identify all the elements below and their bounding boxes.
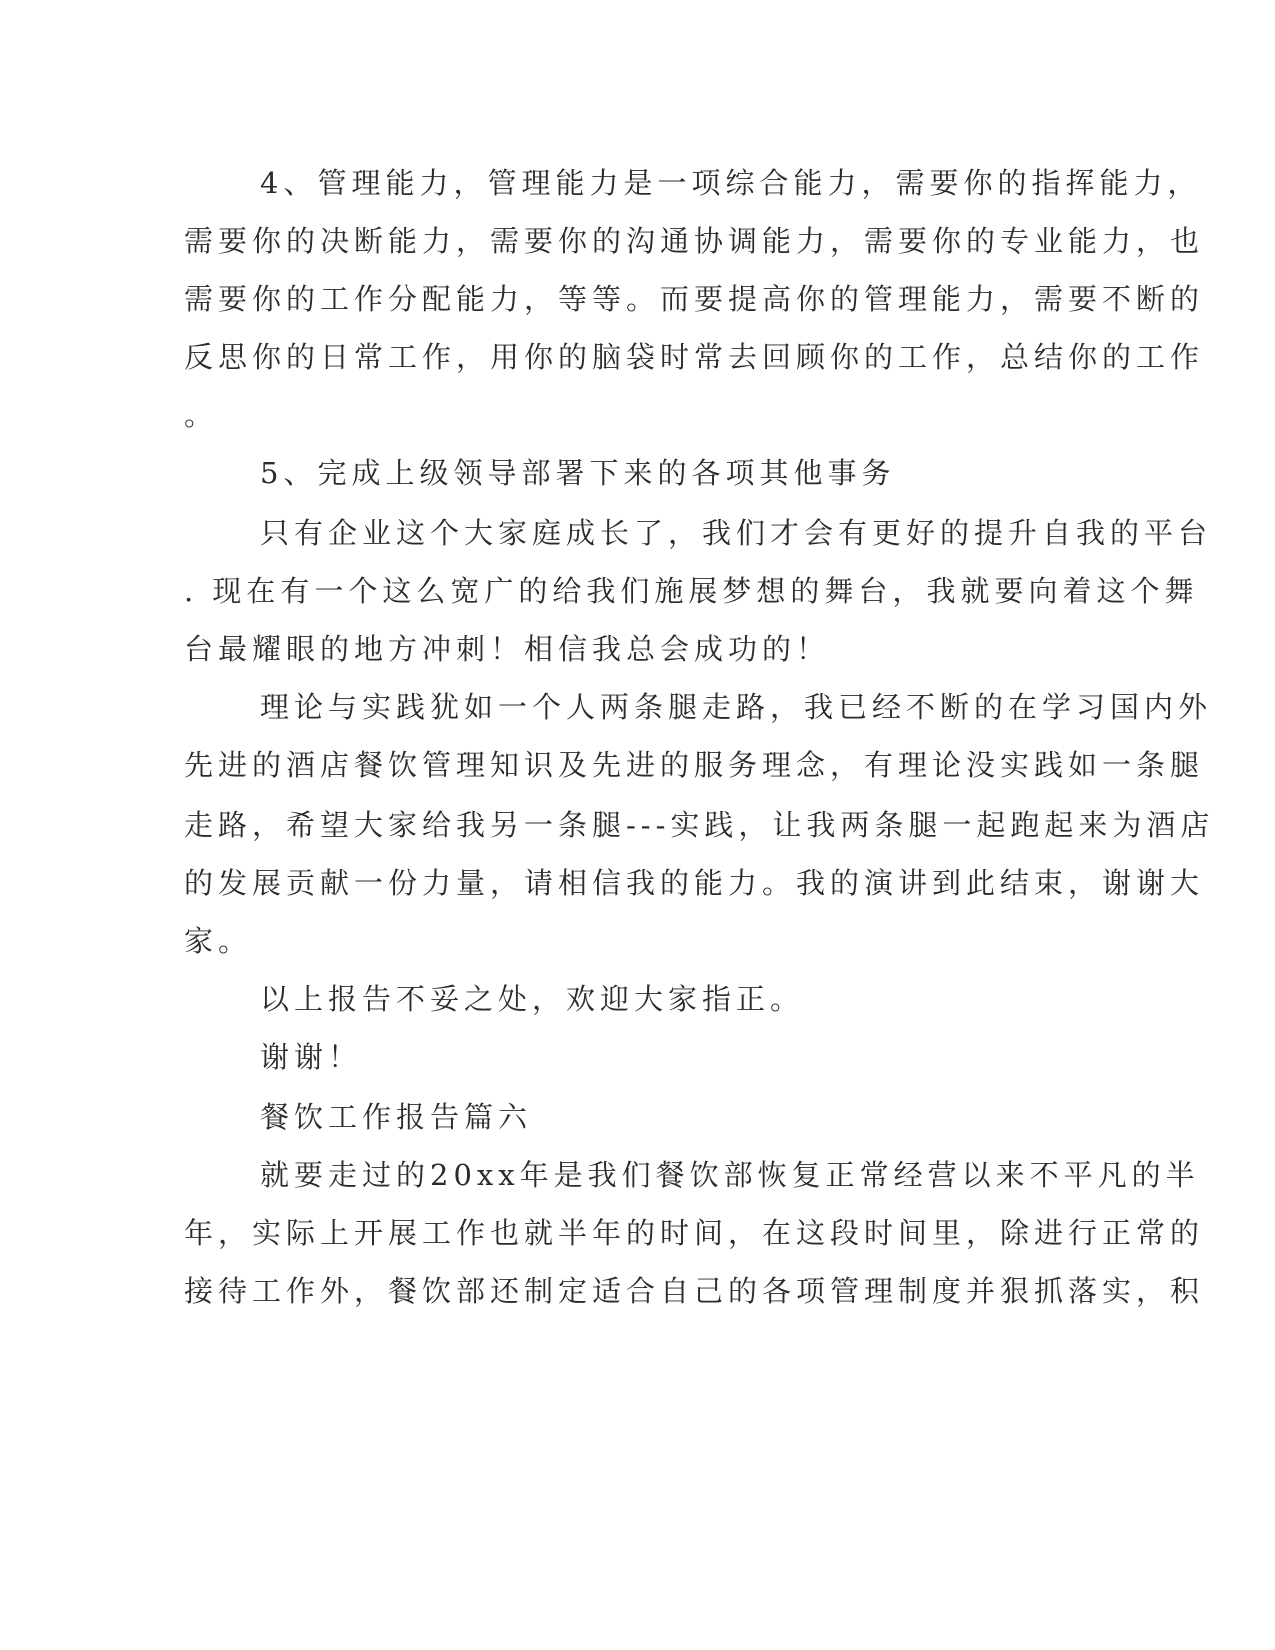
text-line: 接待工作外，餐饮部还制定适合自己的各项管理制度并狠抓落实，积: [184, 1274, 1205, 1308]
text-line: 5、完成上级领导部署下来的各项其他事务: [260, 456, 896, 490]
text-line: 谢谢！: [260, 1040, 363, 1074]
text-line: 走路，希望大家给我另一条腿---实践，让我两条腿一起跑起来为酒店: [184, 808, 1215, 842]
text-line: 反思你的日常工作，用你的脑袋时常去回顾你的工作，总结你的工作: [184, 340, 1205, 374]
text-line: 就要走过的20xx年是我们餐饮部恢复正常经营以来不平凡的半: [260, 1158, 1200, 1192]
section-heading: 餐饮工作报告篇六: [260, 1100, 533, 1134]
text-line: 4、管理能力，管理能力是一项综合能力，需要你的指挥能力，: [260, 166, 1202, 200]
text-line: 理论与实践犹如一个人两条腿走路，我已经不断的在学习国内外: [260, 690, 1213, 724]
text-line: . 现在有一个这么宽广的给我们施展梦想的舞台，我就要向着这个舞: [184, 574, 1199, 608]
text-line: 只有企业这个大家庭成长了，我们才会有更好的提升自我的平台: [260, 516, 1213, 550]
text-line: 。: [184, 398, 219, 432]
text-line: 需要你的工作分配能力，等等。而要提高你的管理能力，需要不断的: [184, 282, 1205, 316]
text-line: 家。: [184, 924, 253, 958]
text-line: 年，实际上开展工作也就半年的时间，在这段时间里，除进行正常的: [184, 1216, 1205, 1250]
text-line: 台最耀眼的地方冲刺！相信我总会成功的！: [184, 632, 831, 666]
text-line: 以上报告不妥之处，欢迎大家指正。: [260, 982, 805, 1016]
text-line: 需要你的决断能力，需要你的沟通协调能力，需要你的专业能力，也: [184, 224, 1205, 258]
text-line: 先进的酒店餐饮管理知识及先进的服务理念，有理论没实践如一条腿: [184, 748, 1205, 782]
text-line: 的发展贡献一份力量，请相信我的能力。我的演讲到此结束，谢谢大: [184, 866, 1205, 900]
